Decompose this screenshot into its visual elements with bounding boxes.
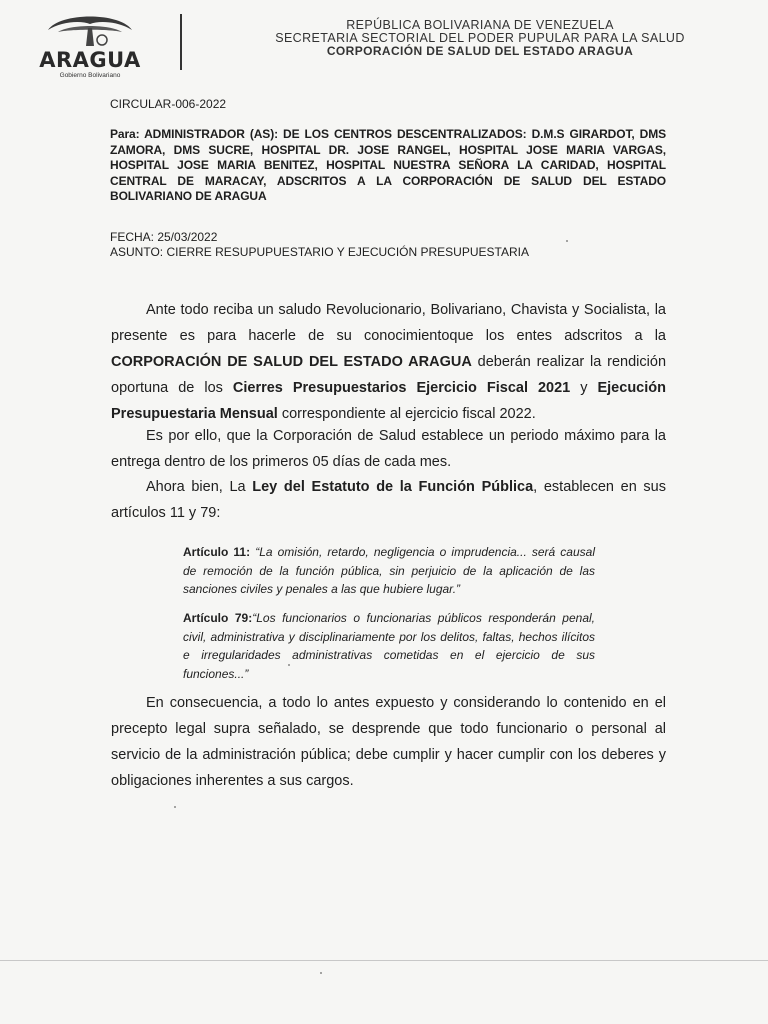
header-line-2: SECRETARIA SECTORIAL DEL PODER PUPULAR PARA LA SALUD — [275, 31, 685, 45]
paragraph-4: En consecuencia, a todo lo antes expuesto y considerando lo contenido en el precepto legal supra señalado, se desprende que todo funcionario o personal al servicio de la administración pública; debe cumplir y hacer cumplir con los deberes y obligaciones inherentes a sus cargos. — [111, 695, 666, 789]
article-79-quote: Artículo 79:“Los funcionarios o funcionarias públicos responderán penal, civil, administrativa y disciplinariamente por los delitos, faltas, hechos ilícitos e irregularidades administrativas cometidas en el ejercicio de sus funciones...” — [183, 611, 595, 681]
header-divider — [180, 14, 182, 70]
paragraph-2: Es por ello, que la Corporación de Salud establece un periodo máximo para la entrega dentro de los primeros 05 días de cada mes. — [111, 428, 666, 470]
date-line: FECHA: 25/03/2022 — [110, 230, 218, 244]
logo-subtitle: Gobierno Bolivariano — [59, 72, 121, 79]
subject-line: ASUNTO: CIERRE RESUPUPUESTARIO Y EJECUCIÓN PRESUPUESTARIA — [110, 245, 529, 259]
page-fold-line — [0, 960, 768, 961]
article-11-quote: Artículo 11: “La omisión, retardo, negligencia o imprudencia... será causal de remoción de la función pública, sin perjuicio de la aplicación de las sanciones civiles y penales a las que hubiere lugar.” — [183, 545, 595, 596]
circular-number: CIRCULAR-006-2022 — [110, 97, 227, 111]
logo-emblem-icon — [40, 10, 140, 52]
logo-name: ARAGUA — [39, 48, 141, 72]
scan-speck — [174, 806, 176, 808]
scan-speck — [566, 240, 568, 242]
scan-speck — [288, 664, 290, 666]
scan-speck — [320, 972, 322, 974]
paragraph-1: Ante todo reciba un saludo Revolucionario, Bolivariano, Chavista y Socialista, la presente es para hacerle de su conocimientoque los entes adscritos a la CORPORACIÓN DE SALUD DEL ESTADO ARAGUA deberán realizar la rendición oportuna de los Cierres Presupuestarios Ejercicio Fiscal 2021 y Ejecución Presupuestaria Mensual correspondiente al ejercicio fiscal 2022. — [111, 302, 667, 422]
header-line-3: CORPORACIÓN DE SALUD DEL ESTADO ARAGUA — [326, 44, 634, 58]
aragua-logo — [26, 10, 154, 78]
header-line-1: REPÚBLICA BOLIVARIANA DE VENEZUELA — [346, 18, 614, 32]
paragraph-3: Ahora bien, La Ley del Estatuto de la Función Pública, establecen en sus artículos 11 y 79: — [111, 479, 667, 521]
recipients: Para: ADMINISTRADOR (AS): DE LOS CENTROS DESCENTRALIZADOS: D.M.S GIRARDOT, DMS ZAMORA, DMS SUCRE, HOSPITAL DR. JOSE RANGEL, HOSPITAL JOSE MARIA VARGAS, HOSPITAL JOSE MARIA BENITEZ, HOSPITAL NUESTRA SEÑORA LA CARIDAD, HOSPITAL CENTRAL DE MARACAY, ADSCRITOS A LA CORPORACIÓN DE SALUD DEL ESTADO BOLIVARIANO DE ARAGUA — [110, 127, 666, 204]
